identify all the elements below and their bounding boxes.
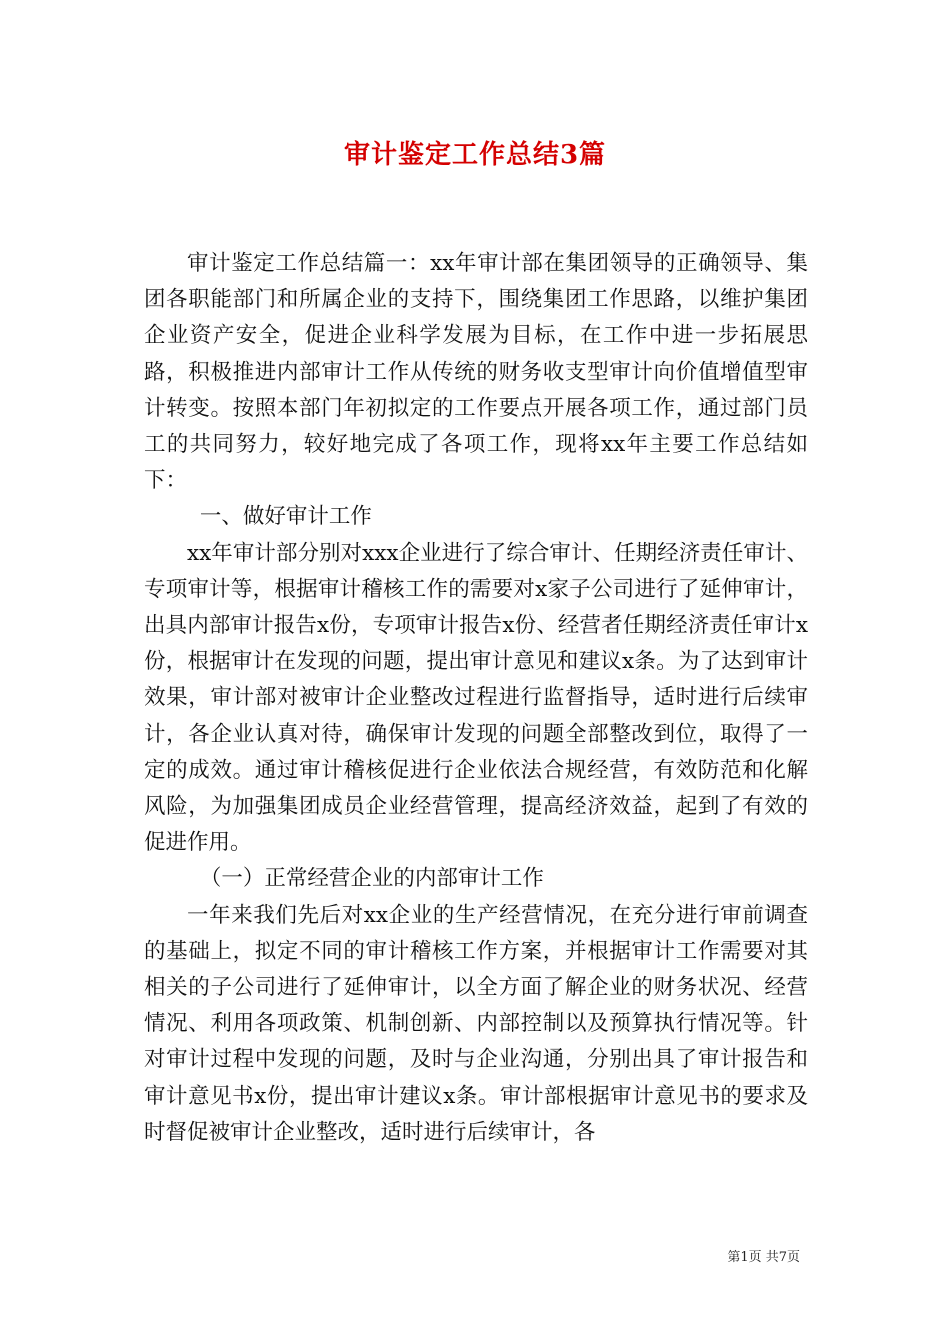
paragraph-intro: 审计鉴定工作总结篇一：xx年审计部在集团领导的正确领导、集团各职能部门和所属企业的支持下，围绕集团工作思路，以维护集团企业资产安全，促进企业科学发展为目标，在工作中进一步拓展思路，积极推进内部审计工作从传统的财务收支型审计向价值增值型审计转变。按照本部门年初拟定的工作要点开展各项工作，通过部门员工的共同努力，较好地完成了各项工作，现将xx年主要工作总结如下： [144,251,808,494]
subsection-heading-1: （一）正常经营企业的内部审计工作 [199,866,544,892]
paragraph-audit-work: xx年审计部分别对xxx企业进行了综合审计、任期经济责任审计、专项审计等，根据审计稽核工作的需要对x家子公司进行了延伸审计，出具内部审计报告x份，专项审计报告x份、经营者任期经济责任审计x份，根据审计在发现的问题，提出审计意见和建议x条。为了达到审计效果，审计部对被审计企业整改过程进行监督指导，适时进行后续审计，各企业认真对待，确保审计发现的问题全部整改到位，取得了一定的成效。通过审计稽核促进行企业依法合规经营，有效防范和化解风险，为加强集团成员企业经营管理，提高经济效益，起到了有效的促进作用。 [144,540,808,856]
document-title: 审计鉴定工作总结3篇 [343,140,607,170]
document-body [144,246,808,1151]
paragraph-normal-enterprises: 一年来我们先后对xx企业的生产经营情况，在充分进行审前调查的基础上，拟定不同的审计稽核工作方案，并根据审计工作需要对其相关的子公司进行了延伸审计，以全方面了解企业的财务状况、经营情况、利用各项政策、机制创新、内部控制以及预算执行情况等。针对审计过程中发现的问题，及时与企业沟通，分别出具了审计报告和审计意见书x份，提出审计建议x条。审计部根据审计意见书的要求及时督促被审计企业整改，适时进行后续审计，各 [144,902,808,1145]
page-number: 第1页 共7页 [727,1250,800,1265]
section-heading-1: 一、做好审计工作 [199,504,372,530]
